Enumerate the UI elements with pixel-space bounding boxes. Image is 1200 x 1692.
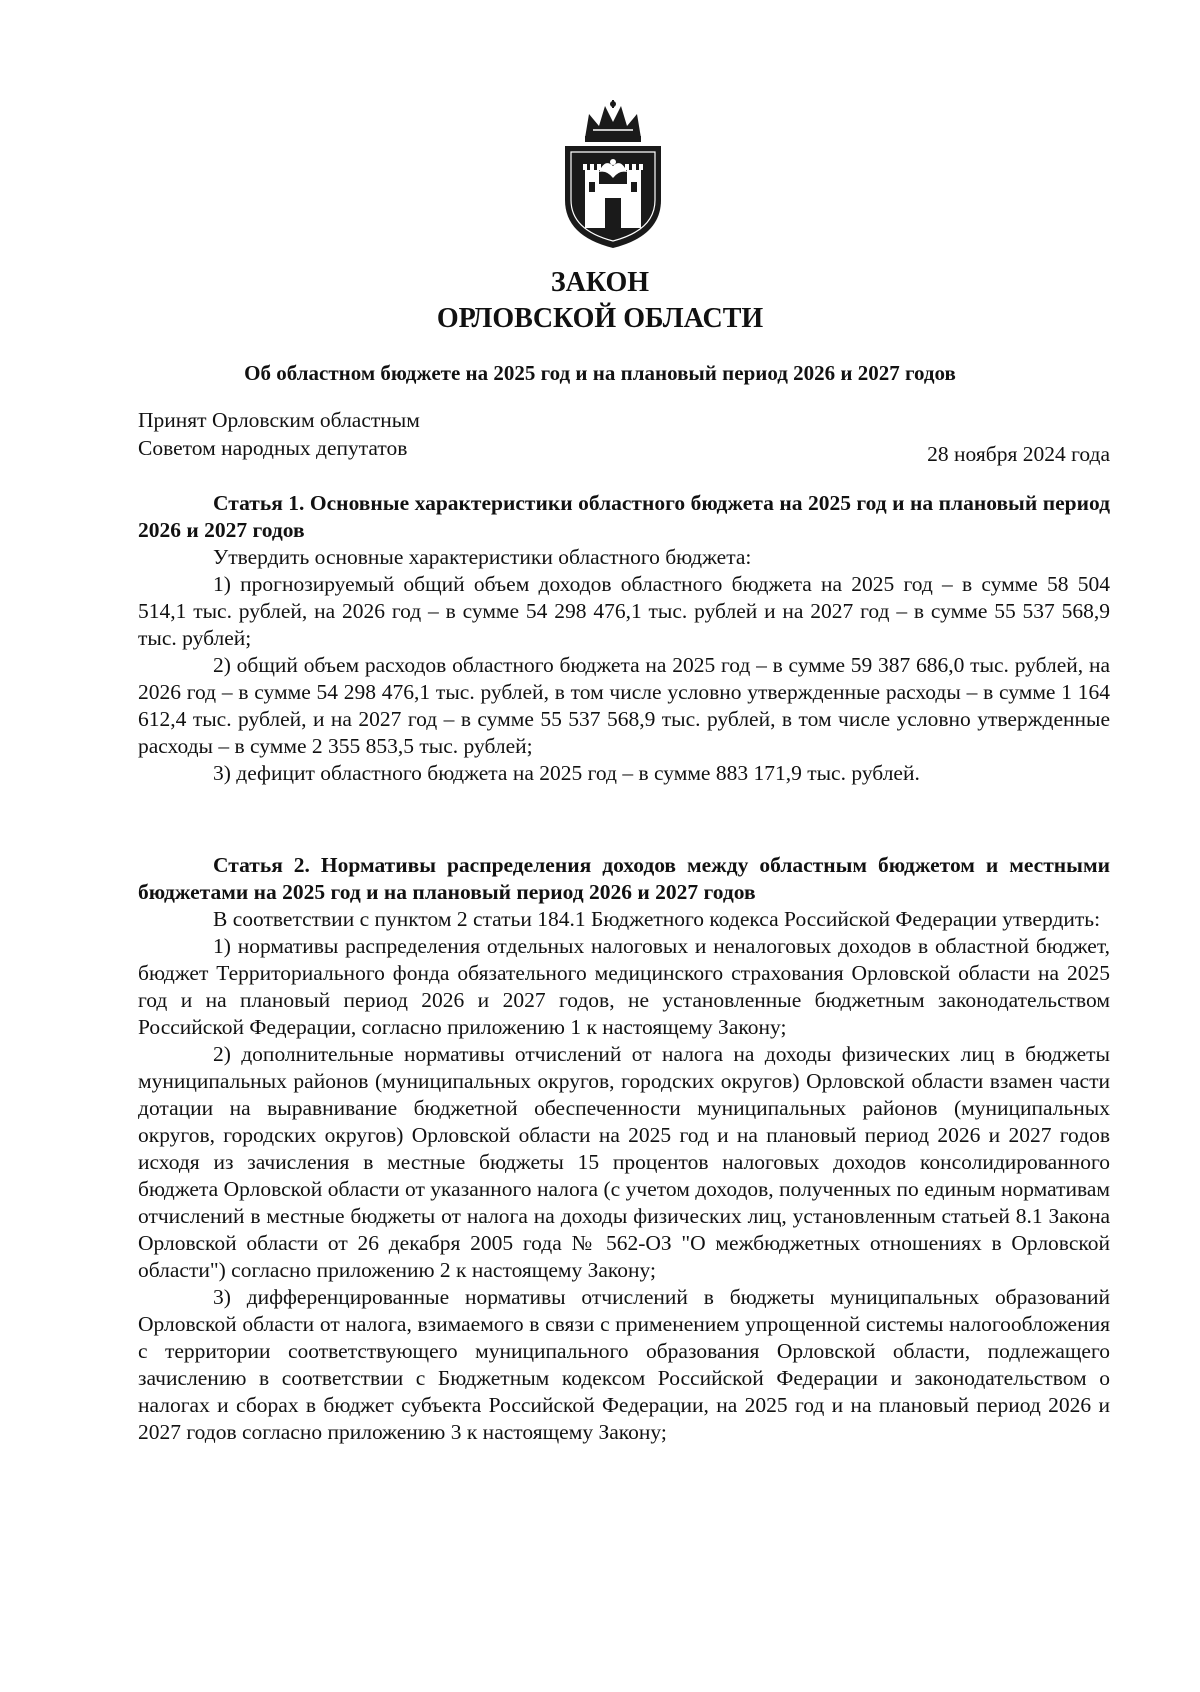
adoption-line-1: Принят Орловским областным (138, 408, 420, 432)
adoption-date: 28 ноября 2024 года (927, 442, 1110, 466)
article-1-heading: Статья 1. Основные характеристики областного бюджета на 2025 год и на плановый период 2026 и 2027 годов (138, 491, 1110, 542)
document-subtitle: Об областном бюджете на 2025 год и на плановый период 2026 и 2027 годов (244, 361, 956, 385)
article-2-intro: В соответствии с пунктом 2 статьи 184.1 Бюджетного кодекса Российской Федерации утвердить: (213, 907, 1101, 931)
article-2 (138, 852, 1110, 1446)
article-1-item-3: 3) дефицит областного бюджета на 2025 год – в сумме 883 171,9 тыс. рублей. (213, 761, 920, 785)
article-2-heading: Статья 2. Нормативы распределения доходов между областным бюджетом и местными бюджетами на 2025 год и на плановый период 2026 и 2027 годов (138, 853, 1110, 904)
document-title: ЗАКОН (550, 267, 650, 298)
article-1-intro: Утвердить основные характеристики областного бюджета: (213, 545, 752, 569)
article-2-item-2: 2) дополнительные нормативы отчислений от налога на доходы физических лиц в бюджеты муниципальных районов (муниципальных округов, городских округов) Орловской области взамен части дотации на выравнивание бюджетной обеспеченности муниципальных районов (муниципальных округов, городских округов) Орловской области на 2025 год и на плановый период 2026 и 2027 годов исходя из зачисления в местные бюджеты 15 процентов налоговых доходов консолидированного бюджета Орловской области от указанного налога (с учетом доходов, полученных по единым нормативам отчислений в местные бюджеты от налога на доходы физических лиц, установленным статьей 8.1 Закона Орловской области от 26 декабря 2005 года № 562-ОЗ "О межбюджетных отношениях в Орловской области") согласно приложению 2 к настоящему Закону; (138, 1042, 1110, 1282)
document-title-region: ОРЛОВСКОЙ ОБЛАСТИ (436, 303, 764, 334)
coat-of-arms-icon (555, 100, 671, 250)
article-2-item-3: 3) дифференцированные нормативы отчислений в бюджеты муниципальных образований Орловской области от налога, взимаемого в связи с применением упрощенной системы налогообложения с территории соответствующего муниципального образования Орловской области, подлежащего зачислению в соответствии с Бюджетным кодексом Российской Федерации и законодательством о налогах и сборах в бюджет субъекта Российской Федерации, на 2025 год и на плановый период 2026 и 2027 годов согласно приложению 3 к настоящему Закону; (138, 1285, 1110, 1444)
article-2-item-1: 1) нормативы распределения отдельных налоговых и неналоговых доходов в областной бюджет, бюджет Территориального фонда обязательного медицинского страхования Орловской области на 2025 год и на плановый период 2026 и 2027 годов, не установленные бюджетным законодательством Российской Федерации, согласно приложению 1 к настоящему Закону; (138, 934, 1110, 1039)
article-1-item-2: 2) общий объем расходов областного бюджета на 2025 год – в сумме 59 387 686,0 тыс. рублей, на 2026 год – в сумме 54 298 476,1 тыс. рублей, в том числе условно утвержденные расходы – в сумме 1 164 612,4 тыс. рублей, и на 2027 год – в сумме 55 537 568,9 тыс. рублей, в том числе условно утвержденные расходы – в сумме 2 355 853,5 тыс. рублей; (138, 653, 1110, 758)
adoption-body (138, 406, 420, 462)
adoption-line-2: Советом народных депутатов (138, 436, 408, 460)
article-1 (138, 490, 1110, 787)
article-1-item-1: 1) прогнозируемый общий объем доходов областного бюджета на 2025 год – в сумме 58 504 514,1 тыс. рублей, на 2026 год – в сумме 54 298 476,1 тыс. рублей и на 2027 год – в сумме 55 537 568,9 тыс. рублей; (138, 572, 1110, 650)
